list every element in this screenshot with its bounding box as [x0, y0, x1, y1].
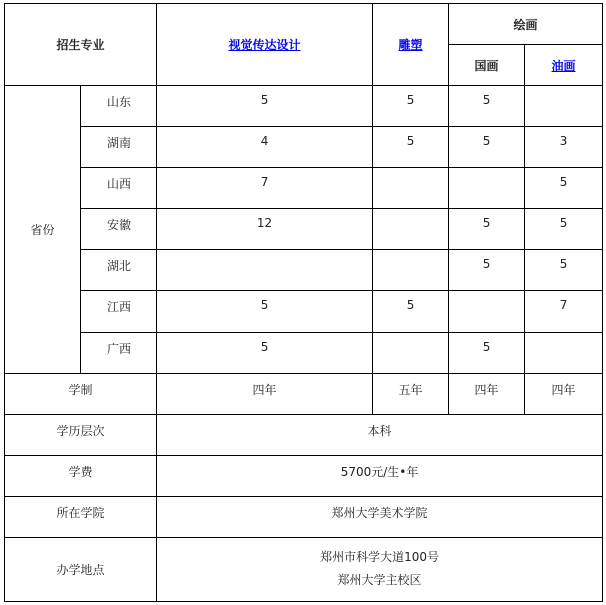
visual-count: 5: [157, 291, 373, 332]
province-row: [5, 291, 603, 332]
visual-duration: 四年: [157, 373, 373, 414]
visual-design-link[interactable]: 视觉传达设计: [228, 38, 301, 53]
sculpture-header: [373, 4, 449, 86]
province-row: [5, 250, 603, 291]
oil-count: 5: [525, 250, 603, 291]
painting-header: 绘画: [449, 4, 603, 45]
oil-count: [525, 332, 603, 373]
sculpture-duration: 五年: [373, 373, 449, 414]
duration-row: [5, 373, 603, 414]
location-campus: 郑州大学主校区: [337, 573, 422, 588]
sculpture-link[interactable]: 雕塑: [398, 38, 423, 53]
province-name: 湖南: [81, 127, 157, 168]
visual-count: 5: [157, 86, 373, 127]
sculpture-count: 5: [373, 291, 449, 332]
guohua-count: 5: [449, 127, 525, 168]
visual-count: [157, 250, 373, 291]
guohua-count: 5: [449, 250, 525, 291]
duration-label: 学制: [5, 373, 157, 414]
sculpture-count: 5: [373, 127, 449, 168]
visual-count: 7: [157, 168, 373, 209]
province-row: [5, 127, 603, 168]
guohua-count: 5: [449, 209, 525, 250]
province-group-label: 省份: [5, 86, 81, 373]
admission-table: [4, 3, 603, 602]
tuition-value: 5700元/生•年: [157, 455, 603, 496]
guohua-count: [449, 291, 525, 332]
college-value: 郑州大学美术学院: [157, 496, 603, 537]
province-row: [5, 209, 603, 250]
oil-painting-link[interactable]: 油画: [551, 58, 576, 73]
sculpture-count: [373, 168, 449, 209]
province-row: [5, 332, 603, 373]
tuition-label: 学费: [5, 455, 157, 496]
oil-count: 3: [525, 127, 603, 168]
province-row: [5, 86, 603, 127]
visual-count: 4: [157, 127, 373, 168]
oil-count: [525, 86, 603, 127]
location-label: 办学地点: [5, 537, 157, 601]
province-name: 江西: [81, 291, 157, 332]
college-row: [5, 496, 603, 537]
sculpture-count: [373, 209, 449, 250]
sculpture-count: 5: [373, 86, 449, 127]
province-name: 安徽: [81, 209, 157, 250]
location-row: [5, 537, 603, 601]
sculpture-count: [373, 332, 449, 373]
province-name: 山西: [81, 168, 157, 209]
visual-count: 12: [157, 209, 373, 250]
degree-row: [5, 414, 603, 455]
province-row: [5, 168, 603, 209]
oil-count: 7: [525, 291, 603, 332]
major-header: 招生专业: [5, 4, 157, 86]
visual-design-header: [157, 4, 373, 86]
province-name: 广西: [81, 332, 157, 373]
province-name: 湖北: [81, 250, 157, 291]
guohua-count: 5: [449, 332, 525, 373]
guohua-duration: 四年: [449, 373, 525, 414]
location-address: 郑州市科学大道100号: [320, 550, 439, 565]
oil-count: 5: [525, 209, 603, 250]
guohua-header: 国画: [449, 45, 525, 86]
guohua-count: [449, 168, 525, 209]
tuition-row: [5, 455, 603, 496]
province-name: 山东: [81, 86, 157, 127]
visual-count: 5: [157, 332, 373, 373]
oil-painting-header: [525, 45, 603, 86]
oil-duration: 四年: [525, 373, 603, 414]
degree-value: 本科: [157, 414, 603, 455]
degree-label: 学历层次: [5, 414, 157, 455]
college-label: 所在学院: [5, 496, 157, 537]
oil-count: 5: [525, 168, 603, 209]
location-value: [157, 537, 603, 601]
sculpture-count: [373, 250, 449, 291]
guohua-count: 5: [449, 86, 525, 127]
